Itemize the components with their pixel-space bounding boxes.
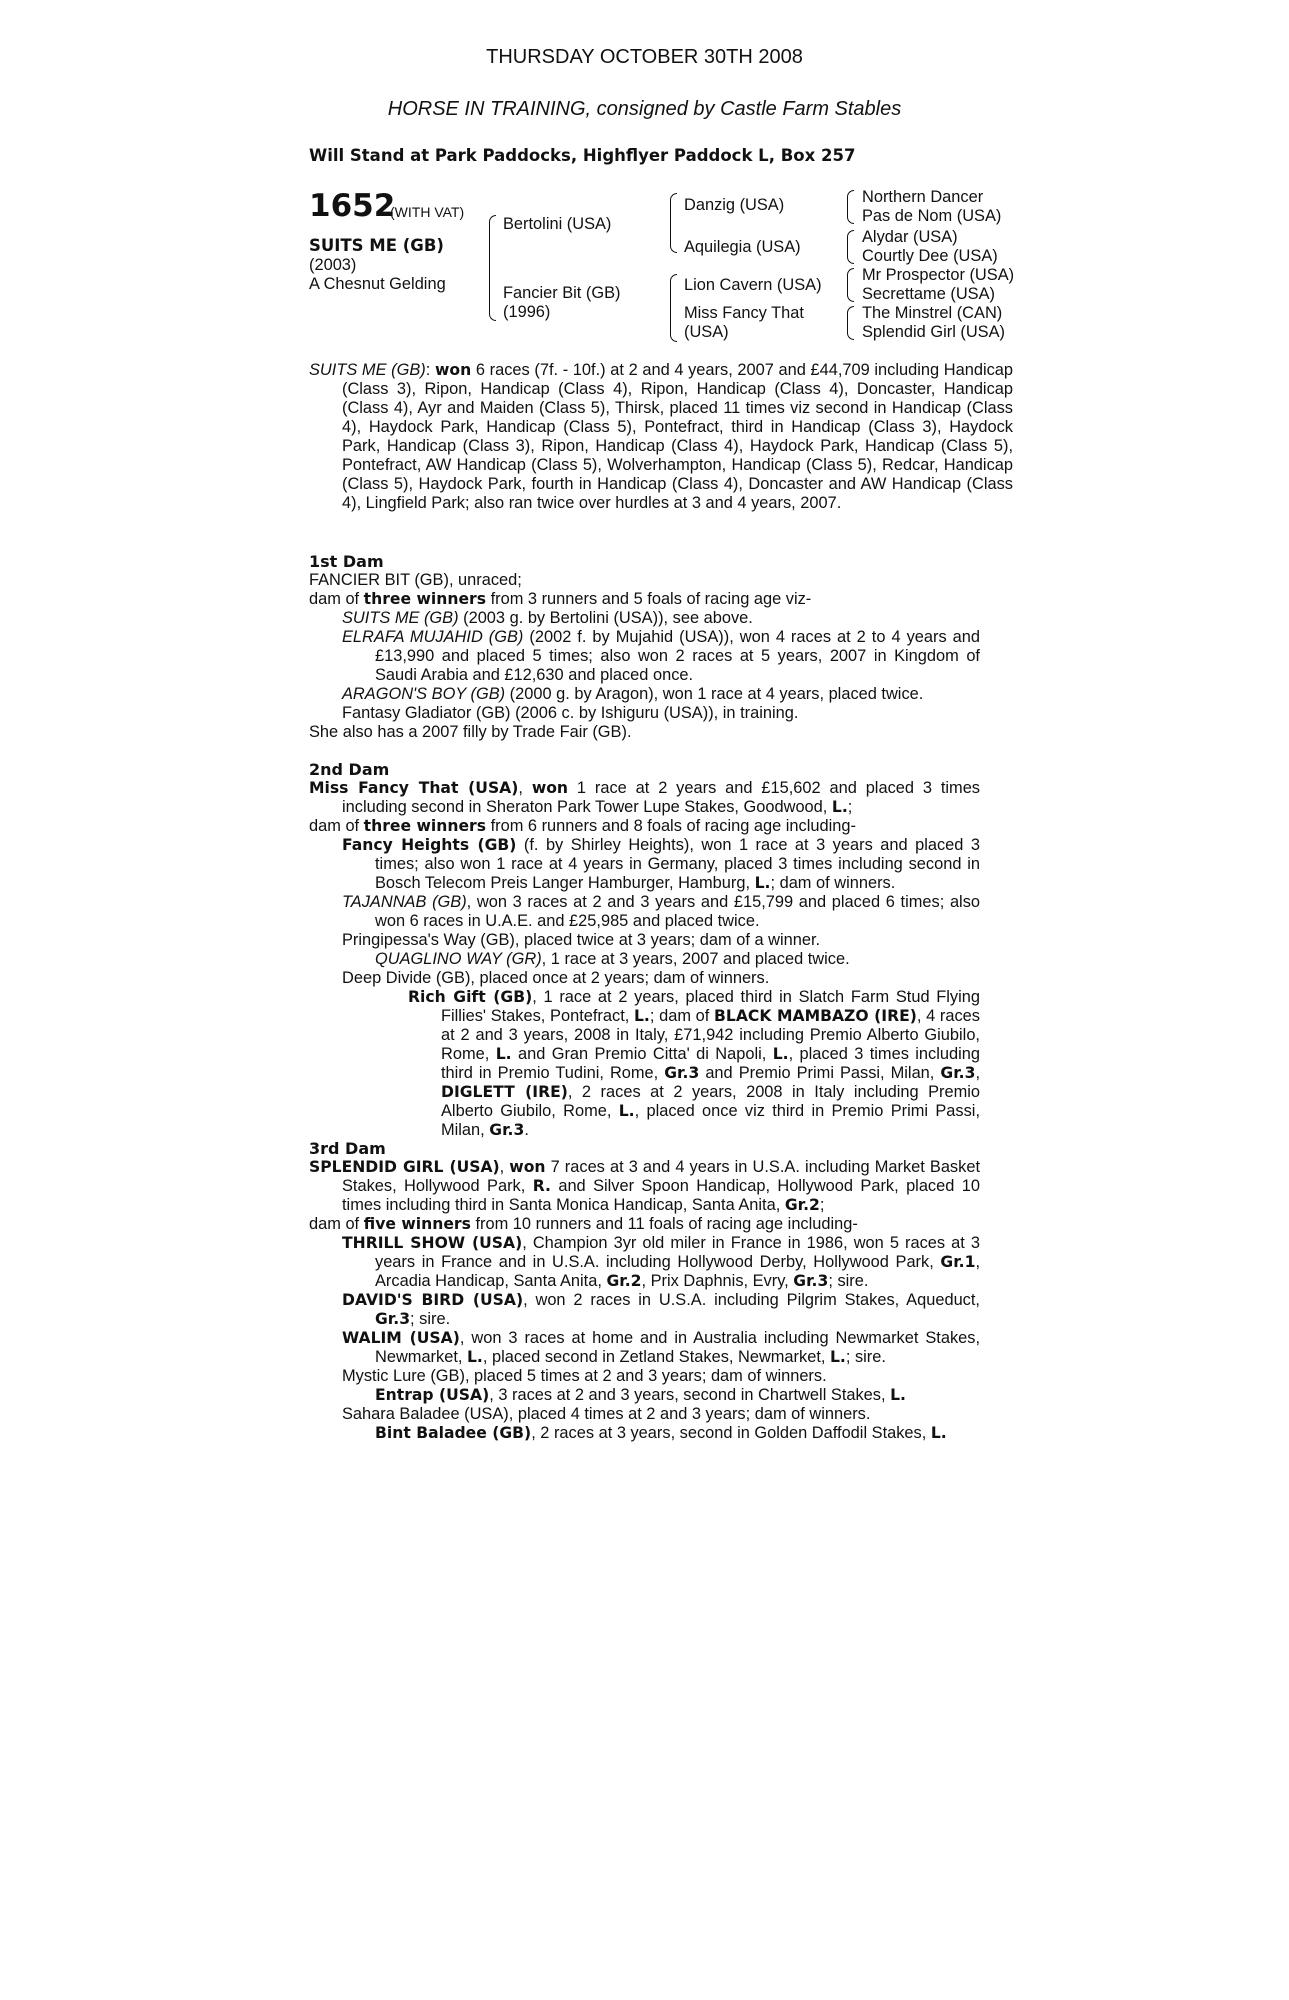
produce-mystic-lure: Mystic Lure (GB), placed 5 times at 2 and 3 years; dam of winners. [342, 1367, 827, 1385]
third-dam-text: and Silver Spoon Handicap, Hollywood Park, placed 10 times including third in Santa Monica Handicap, Santa Anita, [342, 1177, 980, 1214]
produce-text: and Gran Premio Citta' di Napoli, [511, 1045, 773, 1063]
produce-tajannab [309, 893, 980, 931]
restricted-marker: R. [532, 1177, 551, 1195]
listed-marker: L. [890, 1386, 906, 1404]
first-dam-line: FANCIER BIT (GB), unraced; [309, 571, 522, 589]
group-marker: Gr.1 [940, 1253, 976, 1271]
separator: , [499, 1158, 510, 1176]
horse-description: A Chesnut Gelding [309, 275, 446, 293]
second-dam-section [309, 760, 980, 1140]
listed-marker: L. [930, 1424, 947, 1442]
produce-text: ; sire. [410, 1310, 451, 1328]
first-dam-produce-3 [309, 685, 980, 704]
produce-name: SUITS ME (GB) [342, 609, 459, 627]
record-won: won [434, 361, 472, 379]
pedigree-brace-g4 [847, 306, 854, 340]
produce-text: ; dam of [649, 1007, 715, 1025]
horse-name: SUITS ME (GB) [309, 236, 444, 255]
dam-of-suffix: from 10 runners and 11 foals of racing age including- [470, 1215, 858, 1233]
third-dam-heading: 3rd Dam [309, 1139, 386, 1158]
produce-text: ; dam of winners. [770, 874, 896, 892]
produce-name: ELRAFA MUJAHID (GB) [342, 628, 524, 646]
first-dam-produce-4: Fantasy Gladiator (GB) (2006 c. by Ishiguru (USA)), in training. [342, 704, 799, 722]
pedigree-dam-dam: Miss Fancy That [684, 304, 804, 322]
produce-pringipessas-way: Pringipessa's Way (GB), placed twice at 3 years; dam of a winner. [342, 931, 821, 949]
produce-text: , 4 races at 2 and 3 years, 2008 in Italy, £71,942 including Premio Alberto Giubilo, Rome, [441, 1007, 980, 1063]
produce-text: ; sire. [828, 1272, 869, 1290]
produce-entrap [309, 1386, 980, 1405]
produce-name: Entrap (USA) [375, 1386, 490, 1404]
sale-date: THURSDAY OCTOBER 30TH 2008 [486, 46, 803, 68]
separator: ; [847, 798, 853, 816]
first-dam-section [309, 552, 980, 742]
produce-text: , won 2 races in U.S.A. including Pilgrim Stakes, Aqueduct, [523, 1291, 980, 1309]
dam-of-prefix: dam of [309, 1215, 364, 1233]
produce-davids-bird [309, 1291, 980, 1329]
pedigree-brace-g3 [847, 268, 854, 302]
pedigree-sire-sire: Danzig (USA) [684, 196, 785, 214]
third-dam-section [309, 1139, 980, 1443]
first-dam-produce-1 [309, 609, 980, 628]
dam-of-suffix: from 6 runners and 8 foals of racing age including- [486, 817, 856, 835]
produce-text: , placed 3 times including third in Premio Tudini, Rome, [441, 1045, 980, 1082]
third-dam-text: 7 races at 3 and 4 years in U.S.A. including Market Basket Stakes, Hollywood Park, [342, 1158, 980, 1195]
first-dam-produce-summary [309, 590, 980, 609]
produce-text: , 3 races at 2 and 3 years, second in Chartwell Stakes, [489, 1386, 891, 1404]
pedigree-g3-5: Mr Prospector (USA) [862, 266, 1015, 284]
pedigree-brace-dam [670, 274, 677, 342]
produce-text: , placed once viz third in Premio Primi Passi, Milan, [441, 1102, 980, 1139]
separator: , [975, 1064, 980, 1082]
separator: . [524, 1121, 529, 1139]
produce-bint-baladee [309, 1424, 980, 1443]
listed-marker: L. [772, 1045, 789, 1063]
consignment-line: HORSE IN TRAINING, consigned by Castle Farm Stables [387, 98, 902, 120]
dam-of-prefix: dam of [309, 817, 364, 835]
produce-sahara-baladee: Sahara Baladee (USA), placed 4 times at 2 and 3 years; dam of winners. [342, 1405, 871, 1423]
produce-deep-divide: Deep Divide (GB), placed once at 2 years; dam of winners. [342, 969, 770, 987]
pedigree-g3-6: Secrettame (USA) [862, 285, 995, 303]
produce-name: Fancy Heights (GB) [342, 836, 517, 854]
third-dam-name: SPLENDID GIRL (USA) [309, 1158, 500, 1176]
pedigree-dam-sire: Lion Cavern (USA) [684, 276, 822, 294]
listed-marker: L. [495, 1045, 512, 1063]
first-dam-footer: She also has a 2007 filly by Trade Fair (GB). [309, 723, 632, 741]
produce-text: and Premio Primi Passi, Milan, [699, 1064, 941, 1082]
listed-marker: L. [829, 1348, 846, 1366]
vat-note: (WITH VAT) [390, 204, 465, 220]
separator: , [518, 779, 532, 797]
dam-of-winners: five winners [363, 1215, 471, 1233]
pedigree-sire: Bertolini (USA) [503, 215, 612, 233]
pedigree-dam: Fancier Bit (GB) [503, 284, 621, 302]
produce-text: , 1 race at 2 years, placed third in Slatch Farm Stud Flying Fillies' Stakes, Pontefract, [441, 988, 980, 1025]
produce-text: , Prix Daphnis, Evry, [641, 1272, 794, 1290]
listed-marker: L. [831, 798, 848, 816]
produce-text: , Arcadia Handicap, Santa Anita, [375, 1253, 980, 1290]
pedigree-g3-8: Splendid Girl (USA) [862, 323, 1006, 341]
group-marker: Gr.3 [664, 1064, 700, 1082]
first-dam-heading: 1st Dam [309, 552, 384, 571]
produce-text: , Champion 3yr old miler in France in 1986, won 5 races at 3 years in France and in U.S.A. including Hollywood Derby, Hollywood Park, [375, 1234, 980, 1271]
produce-fancy-heights [309, 836, 980, 893]
listed-marker: L. [754, 874, 771, 892]
produce-text: , placed second in Zetland Stakes, Newmarket, [482, 1348, 830, 1366]
pedigree-sire-dam: Aquilegia (USA) [684, 238, 801, 256]
produce-text: (2002 f. by Mujahid (USA)), won 4 races at 2 to 4 years and £13,990 and placed 5 times; also won 2 races at 5 years, 2007 in Kingdom of Saudi Arabia and £12,630 and placed once. [375, 628, 980, 684]
stand-location: Will Stand at Park Paddocks, Highflyer Paddock L, Box 257 [309, 146, 856, 165]
produce-thrill-show [309, 1234, 980, 1291]
listed-marker: L. [467, 1348, 483, 1366]
separator: ; [819, 1196, 825, 1214]
produce-name: Rich Gift (GB) [408, 988, 533, 1006]
pedigree-brace-g1 [847, 190, 854, 224]
produce-text: (2003 g. by Bertolini (USA)), see above. [458, 609, 753, 627]
pedigree-brace-g2 [847, 230, 854, 264]
produce-name: THRILL SHOW (USA) [342, 1234, 523, 1252]
group-marker: Gr.3 [489, 1121, 525, 1139]
group-marker: Gr.3 [940, 1064, 976, 1082]
produce-text: , won 3 races at home and in Australia including Newmarket Stakes, Newmarket, [375, 1329, 981, 1366]
second-dam-produce-summary [309, 817, 980, 836]
third-dam-produce-summary [309, 1215, 980, 1234]
produce-walim [309, 1329, 980, 1367]
pedigree-dam-dam-country: (USA) [684, 323, 729, 341]
foaling-year: (2003) [309, 256, 357, 274]
produce-name: TAJANNAB (GB) [342, 893, 467, 911]
produce-rich-gift [309, 988, 980, 1140]
produce-text: , 2 races at 3 years, second in Golden Daffodil Stakes, [531, 1424, 931, 1442]
group-marker: Gr.3 [793, 1272, 829, 1290]
group-marker: Gr.3 [375, 1310, 411, 1328]
second-dam-name: Miss Fancy That (USA) [309, 779, 519, 797]
produce-name: DAVID'S BIRD (USA) [342, 1291, 524, 1309]
produce-text: , 2 races at 2 years, 2008 in Italy including Premio Alberto Giubilo, Rome, [441, 1083, 980, 1120]
pedigree-g3-2: Pas de Nom (USA) [862, 207, 1002, 225]
pedigree-g3-7: The Minstrel (CAN) [862, 304, 1003, 322]
pedigree-g3-3: Alydar (USA) [862, 228, 958, 246]
dam-of-suffix: from 3 runners and 5 foals of racing age viz- [486, 590, 812, 608]
won-label: won [531, 779, 569, 797]
produce-text: (f. by Shirley Heights), won 1 race at 3 years and placed 3 times; also won 1 race at 4 years in Germany, placed 3 times including second in Bosch Telecom Preis Langer Hamburger, Hamburg, [375, 836, 980, 892]
produce-name: QUAGLINO WAY (GR) [375, 950, 542, 968]
pedigree-dam-year: (1996) [503, 303, 551, 321]
second-dam-text: 1 race at 2 years and £15,602 and placed 3 times including second in Sheraton Park Tower Lupe Stakes, Goodwood, [342, 779, 981, 816]
group-marker: Gr.2 [784, 1196, 820, 1214]
produce-text: (2000 g. by Aragon), won 1 race at 4 years, placed twice. [505, 685, 924, 703]
record-horse-name: SUITS ME (GB) [309, 361, 426, 379]
pedigree-g3-4: Courtly Dee (USA) [862, 247, 998, 265]
record-text: 6 races (7f. - 10f.) at 2 and 4 years, 2007 and £44,709 including Handicap (Class 3), Ripon, Handicap (Class 4), Ripon, Handicap (Class 4), Doncaster, Handicap (Class 4), Ayr and Maiden (Class 5), Thirsk, placed 11 times viz second in Handicap (Class 4), Haydock Park, Handicap (Class 5), Pontefract, third in Handicap (Class 3), Haydock Park, Handicap (Class 3), Ripon, Handicap (Class 4), Haydock Park, Handicap (Class 5), Pontefract, AW Handicap (Class 5), Wolverhampton, Handicap (Class 5), Redcar, Handicap (Class 5), Haydock Park, fourth in Handicap (Class 4), Doncaster and AW Handicap (Class 4), Lingfield Park; also ran twice over hurdles at 3 and 4 years, 2007. [342, 361, 1014, 512]
pedigree-brace-sire [670, 193, 677, 253]
lot-number: 1652 [309, 188, 396, 224]
produce-name: DIGLETT (IRE) [441, 1083, 568, 1101]
second-dam-record [309, 779, 980, 817]
group-marker: Gr.2 [606, 1272, 642, 1290]
produce-text: , won 3 races at 2 and 3 years and £15,799 and placed 6 times; also won 6 races in U.A.E. and £25,985 and placed twice. [375, 893, 981, 930]
listed-marker: L. [618, 1102, 635, 1120]
first-dam-produce-2 [309, 628, 980, 685]
produce-name: BLACK MAMBAZO (IRE) [714, 1007, 917, 1025]
produce-text: ; sire. [845, 1348, 886, 1366]
listed-marker: L. [633, 1007, 650, 1025]
produce-text: , 1 race at 3 years, 2007 and placed twice. [541, 950, 850, 968]
dam-of-prefix: dam of [309, 590, 364, 608]
pedigree-g3-1: Northern Dancer [862, 188, 984, 206]
race-record: SUITS ME (GB): won 6 races (7f. - 10f.) at 2 and 4 years, 2007 and £44,709 including Handicap (Class 3), Ripon, Handicap (Class 4), Ripon, Handicap (Class 4), Doncaster, Handicap (Class 4), Ayr and Maiden (Class 5), Thirsk, placed 11 times viz second in Handicap (Class 4), Haydock Park, Handicap (Class 5), Pontefract, third in Handicap (Class 3), Haydock Park, Handicap (Class 3), Ripon, Handicap (Class 4), Haydock Park, Handicap (Class 5), Pontefract, AW Handicap (Class 5), Wolverhampton, Handicap (Class 5), Redcar, Handicap (Class 5), Haydock Park, fourth in Handicap (Class 4), Doncaster and AW Handicap (Class 4), Lingfield Park; also ran twice over hurdles at 3 and 4 years, 2007. [309, 361, 1014, 512]
dam-of-winners: three winners [363, 817, 487, 835]
won-label: won [509, 1158, 546, 1176]
produce-name: WALIM (USA) [342, 1329, 460, 1347]
produce-name: Bint Baladee (GB) [375, 1424, 532, 1442]
dam-of-winners: three winners [363, 590, 487, 608]
produce-quaglino-way [309, 950, 980, 969]
produce-name: ARAGON'S BOY (GB) [342, 685, 506, 703]
pedigree-brace-main [489, 215, 496, 321]
second-dam-heading: 2nd Dam [309, 760, 390, 779]
third-dam-record [309, 1158, 980, 1215]
